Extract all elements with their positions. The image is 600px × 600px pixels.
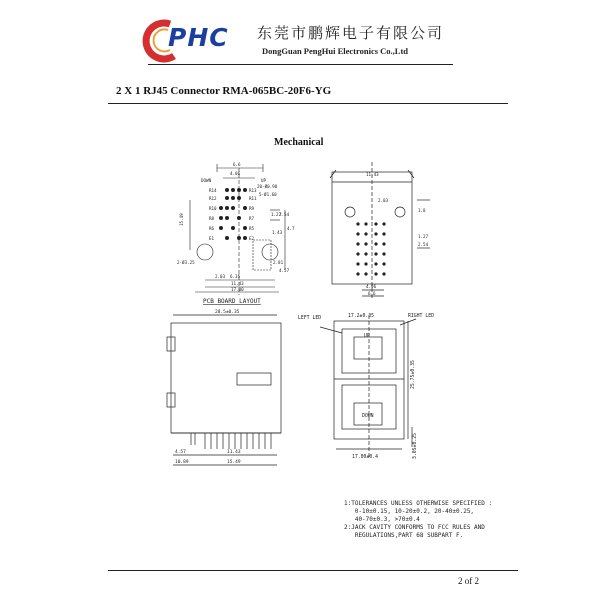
pcb-dim: 2.54 [279, 212, 290, 217]
company-name-en: DongGuan PengHui Electronics Co.,Ltd [262, 46, 409, 56]
pcb-label-up: UP [261, 178, 267, 183]
front-dim: 10.89 [175, 460, 189, 465]
pcb-pin-label: R12 [209, 196, 217, 201]
note-line: 2:JACK CAVITY CONFORMS TO FCC RULES AND [344, 524, 485, 531]
tolerance-notes [344, 500, 492, 540]
pcb-dim: 2.81 [273, 260, 284, 265]
pcb-dim: 4.7 [287, 226, 295, 231]
front-dim: 11.43 [227, 450, 241, 455]
pcb-dim: 4.06 [230, 171, 241, 176]
pcb-pin-label: R6 [209, 226, 215, 231]
pcb-dim: 5-Ø1.60 [259, 192, 277, 197]
pcb-dim: 4.57 [279, 268, 290, 273]
top-dim: 3.05±0.25 [413, 433, 418, 459]
pcb-dim: 11.43 [231, 281, 244, 286]
front-dim: 15.49 [227, 460, 241, 465]
side-view-drawing [322, 160, 437, 300]
side-dim: 6.6 [368, 291, 376, 296]
company-logo [148, 18, 243, 60]
side-dim: 2.54 [418, 242, 429, 247]
pcb-pin-label: R8 [209, 216, 215, 221]
pcb-pin-label: E2 [249, 236, 255, 241]
side-dim: 11.43 [366, 172, 379, 177]
label-right-led: RIGHT LED [408, 314, 434, 319]
front-view-drawing [165, 307, 295, 472]
top-dim: 17.00±0.4 [352, 455, 378, 460]
pcb-pin-label: R10 [209, 206, 217, 211]
pcb-pin-label: R11 [249, 196, 257, 201]
front-dim: 28.5±0.35 [215, 310, 240, 315]
label-left-led: LEFT LED [298, 316, 322, 321]
top-view-drawing [296, 307, 434, 472]
pcb-dim: 2-Ø3.25 [177, 260, 195, 265]
title-divider [108, 103, 508, 104]
pcb-pin-label: E1 [209, 236, 215, 241]
pcb-dim: 17.00 [231, 287, 244, 292]
pcb-pin-label: R14 [209, 188, 217, 193]
header-divider [148, 64, 453, 65]
pcb-pin-label: R13 [249, 188, 257, 193]
pcb-dim: 20-Ø0.90 [257, 184, 278, 189]
company-name-cn: 东莞市鹏辉电子有限公司 [257, 24, 445, 42]
pcb-pin-label: R9 [249, 206, 255, 211]
pcb-layout-drawing [175, 160, 300, 305]
page-number: 2 of 2 [458, 576, 479, 586]
footer-divider [108, 570, 518, 571]
side-dim: 1.27 [418, 234, 429, 239]
doc-title: 2 X 1 RJ45 Connector RMA-065BC-20F6-YG [116, 85, 332, 97]
pcb-dim: 6.6 [233, 162, 241, 167]
front-dim: 4.57 [175, 450, 186, 455]
logo-text: PHC [168, 23, 229, 52]
pcb-dim: 1.27 [271, 212, 282, 217]
pcb-pin-label: R5 [249, 226, 255, 231]
pcb-dim: 15.49 [179, 213, 184, 226]
label-down: DOWN [362, 414, 374, 419]
pcb-dim: 6.35 [230, 274, 241, 279]
pcb-pin-label: R7 [249, 216, 255, 221]
side-dim: 2.03 [378, 198, 389, 203]
note-line: 0-10±0.15, 10-20±0.2, 20-40±0.25, [344, 508, 475, 515]
pcb-dim: 2.03 [215, 274, 226, 279]
pcb-dim: 1.43 [272, 230, 283, 235]
side-dim: 1.8 [418, 208, 426, 213]
pcb-caption: PCB BOARD LAYOUT [203, 298, 261, 305]
label-up: UP [364, 334, 370, 339]
side-dim: 4.06 [366, 284, 377, 289]
top-dim: 17.2±0.35 [348, 314, 374, 319]
section-title: Mechanical [274, 137, 324, 148]
pcb-label-down: DOWN [201, 178, 212, 183]
note-line: 40-70±0.3, >70±0.4 [344, 516, 420, 523]
top-dim: 25.75±0.35 [411, 360, 416, 389]
note-line: REGULATIONS,PART 68 SUBPART F. [344, 532, 464, 539]
note-line: 1:TOLERANCES UNLESS OTHERWISE SPECIFIED : [344, 500, 493, 507]
